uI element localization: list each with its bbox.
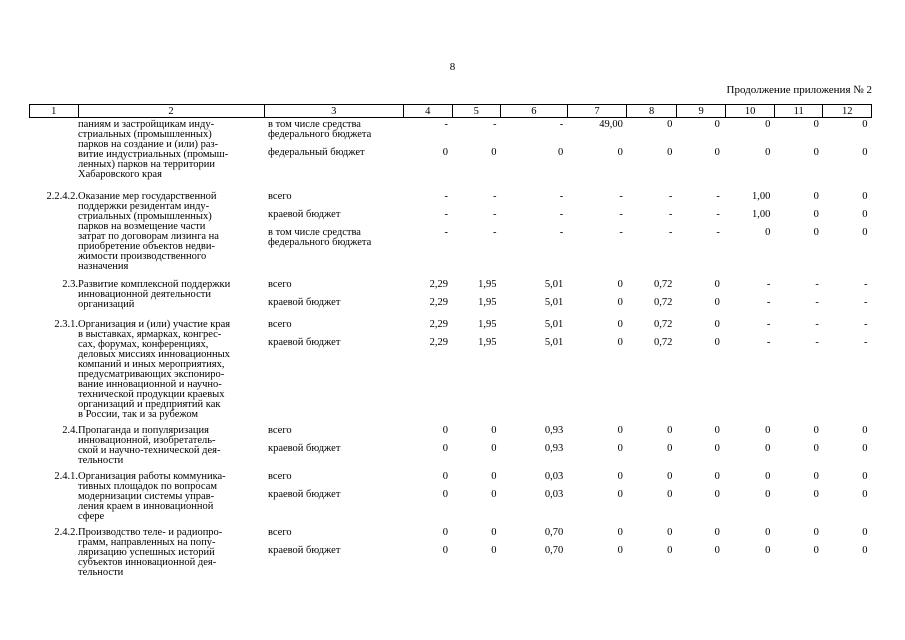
value: 0 [813, 443, 819, 454]
value: 0 [617, 147, 623, 158]
value: 0,03 [544, 489, 564, 500]
value: 0 [765, 147, 771, 158]
row-number: 2.4. [62, 425, 79, 436]
funding-source-cell [264, 316, 403, 420]
funding-source-cell [264, 272, 403, 316]
value: 0 [862, 545, 868, 556]
value: - [766, 279, 771, 290]
value: 0,72 [653, 279, 673, 290]
value-cell-col-11 [774, 180, 823, 272]
value: 5,01 [544, 297, 564, 308]
value: - [493, 209, 497, 220]
value: 2,29 [429, 297, 448, 308]
value-cell-col-4 [403, 466, 452, 522]
value: 0 [714, 147, 720, 158]
funding-source-cell [264, 180, 403, 272]
value: 0 [617, 527, 623, 538]
row-number: 2.4.2. [54, 527, 79, 538]
value-cell-col-4 [403, 420, 452, 466]
value: 1,95 [478, 319, 497, 330]
value: - [766, 337, 771, 348]
value-cell-col-6 [501, 272, 568, 316]
value-cell-col-9 [676, 522, 726, 578]
value-cell-col-7 [567, 522, 627, 578]
value: - [493, 119, 497, 130]
table-row [30, 180, 872, 272]
value-cell-col-10 [726, 118, 775, 181]
value-cell-col-6 [501, 522, 568, 578]
value-cell-col-11 [774, 272, 823, 316]
table-row [30, 272, 872, 316]
value-cell-col-6 [501, 420, 568, 466]
value: 0 [714, 297, 720, 308]
value: 0 [667, 425, 673, 436]
funding-source-cell [264, 522, 403, 578]
value: 1,00 [752, 191, 771, 202]
value: 0 [813, 527, 819, 538]
value: 2,29 [429, 279, 448, 290]
funding-source: в том числе средства федерального бюджета [268, 227, 372, 248]
funding-source-cell [264, 118, 403, 181]
funding-source: в том числе средства федерального бюджета [268, 119, 372, 140]
table-row [30, 316, 872, 420]
table-row [30, 522, 872, 578]
value-cell-col-6 [501, 180, 568, 272]
value-cell-col-10 [726, 522, 775, 578]
row-number: 2.4.1. [54, 471, 79, 482]
value: 0 [617, 297, 623, 308]
column-header: 8 [627, 105, 677, 118]
value-cell-col-5 [452, 420, 501, 466]
value-cell-col-10 [726, 420, 775, 466]
value: 0 [617, 471, 623, 482]
value: - [559, 119, 564, 130]
value-cell-col-8 [627, 420, 677, 466]
value: 0 [442, 471, 448, 482]
column-header: 7 [567, 105, 627, 118]
value: 49,00 [599, 119, 623, 130]
value-cell-col-4 [403, 522, 452, 578]
value: - [766, 319, 771, 330]
value-cell-col-9 [676, 316, 726, 420]
value: 0 [862, 227, 868, 238]
value: 0 [813, 489, 819, 500]
value: 0 [862, 209, 868, 220]
value-cell-col-4 [403, 316, 452, 420]
value: 0 [667, 471, 673, 482]
value: - [716, 209, 720, 220]
value: 0 [862, 489, 868, 500]
value: - [864, 319, 868, 330]
column-header: 4 [403, 105, 452, 118]
value-cell-col-9 [676, 420, 726, 466]
value: 0 [862, 443, 868, 454]
measure-name: Организация и (или) участие края в выставках, ярмарках, конгрес- сах, форумах, конференциях, деловых миссиях инновационных компаний и иных мероприятиях, предусматривающих экспониро- вание инновационной и научно- технической продукции краевых организаций и предприятий как в России, так и за рубежом [78, 319, 231, 420]
funding-source: всего [268, 527, 292, 538]
value: 0 [442, 545, 448, 556]
row-number [30, 118, 79, 181]
value: 2,29 [429, 337, 448, 348]
value: 0 [667, 147, 673, 158]
value: 0 [862, 471, 868, 482]
value: 0 [667, 443, 673, 454]
value-cell-col-12 [823, 420, 872, 466]
value: 0 [667, 119, 673, 130]
value-cell-col-6 [501, 118, 568, 181]
value: 0,93 [544, 425, 564, 436]
value: 0 [765, 527, 771, 538]
value: 0 [667, 489, 673, 500]
value: - [668, 209, 673, 220]
value-cell-col-7 [567, 118, 627, 181]
funding-source-cell [264, 466, 403, 522]
value: - [668, 191, 673, 202]
value: 0 [813, 545, 819, 556]
value-cell-col-8 [627, 466, 677, 522]
column-header: 11 [774, 105, 823, 118]
value: 0 [862, 527, 868, 538]
funding-source: всего [268, 279, 292, 290]
value: - [815, 337, 819, 348]
table-row [30, 118, 872, 181]
value: - [619, 227, 623, 238]
value-cell-col-10 [726, 180, 775, 272]
value: 0,72 [653, 319, 673, 330]
value-cell-col-6 [501, 316, 568, 420]
value: 0 [765, 425, 771, 436]
value-cell-col-7 [567, 180, 627, 272]
value: 0 [714, 527, 720, 538]
value: 0 [442, 147, 448, 158]
value-cell-col-11 [774, 522, 823, 578]
funding-source: всего [268, 319, 292, 330]
value: - [493, 227, 497, 238]
value: - [815, 279, 819, 290]
value-cell-col-11 [774, 420, 823, 466]
value-cell-col-9 [676, 118, 726, 181]
measure-name: паниям и застройщикам инду- стриальных (промышленных) парков на создание и (или) раз- витие индустриальных (промыш- ленных) парков на территории Хабаровского края [78, 119, 229, 180]
value: 0 [714, 425, 720, 436]
value: 0 [714, 337, 720, 348]
value: - [766, 297, 771, 308]
value: - [716, 227, 720, 238]
funding-source: краевой бюджет [268, 443, 341, 454]
value: 0 [765, 489, 771, 500]
value: 5,01 [544, 337, 564, 348]
value: - [619, 191, 623, 202]
value: 0 [813, 147, 819, 158]
value-cell-col-8 [627, 522, 677, 578]
value-cell-col-11 [774, 316, 823, 420]
value: 0 [765, 119, 771, 130]
value: 1,95 [478, 297, 497, 308]
value: 0 [813, 119, 819, 130]
value: 0 [667, 527, 673, 538]
value: 0 [714, 545, 720, 556]
funding-source: всего [268, 191, 292, 202]
value-cell-col-8 [627, 180, 677, 272]
value: - [716, 191, 720, 202]
value: 0 [714, 443, 720, 454]
value-cell-col-4 [403, 118, 452, 181]
value: 1,00 [752, 209, 771, 220]
value: - [815, 297, 819, 308]
value: - [559, 209, 564, 220]
value: 0 [491, 545, 497, 556]
value: 0 [862, 147, 868, 158]
value-cell-col-12 [823, 118, 872, 181]
value: 0 [765, 227, 771, 238]
funding-source: краевой бюджет [268, 545, 341, 556]
row-number: 2.3. [62, 279, 79, 290]
value-cell-col-9 [676, 272, 726, 316]
column-header: 1 [30, 105, 79, 118]
value: 0 [442, 443, 448, 454]
value: - [864, 337, 868, 348]
continuation-caption: Продолжение приложения № 2 [726, 84, 872, 96]
value-cell-col-4 [403, 272, 452, 316]
value-cell-col-12 [823, 316, 872, 420]
value: 2,29 [429, 319, 448, 330]
value: 0 [714, 319, 720, 330]
column-header: 3 [264, 105, 403, 118]
value: 0,93 [544, 443, 564, 454]
value: 0 [813, 227, 819, 238]
measure-name: Развитие комплексной поддержки инновационной деятельности организаций [78, 279, 231, 310]
value: 0 [617, 319, 623, 330]
funding-source: федеральный бюджет [268, 147, 365, 158]
value: 0 [491, 471, 497, 482]
value: - [619, 209, 623, 220]
funding-source: всего [268, 425, 292, 436]
value: 0 [491, 443, 497, 454]
measure-name: Организация работы коммуника- тивных площадок по вопросам модернизации системы управ- ления краем в инновационной сфере [78, 471, 226, 522]
value: 5,01 [544, 319, 564, 330]
value-cell-col-5 [452, 118, 501, 181]
table-row [30, 420, 872, 466]
value-cell-col-5 [452, 180, 501, 272]
column-header: 9 [676, 105, 726, 118]
value: - [493, 191, 497, 202]
value: - [444, 227, 448, 238]
value: 0 [491, 489, 497, 500]
value: 0 [442, 425, 448, 436]
value: 0 [714, 119, 720, 130]
value: 0 [714, 489, 720, 500]
value-cell-col-4 [403, 180, 452, 272]
value: 0 [442, 489, 448, 500]
value-cell-col-12 [823, 272, 872, 316]
value: 0,72 [653, 337, 673, 348]
value: - [444, 119, 448, 130]
value: 0 [813, 191, 819, 202]
value: 0 [862, 191, 868, 202]
column-header: 6 [501, 105, 568, 118]
value: 0,70 [544, 545, 564, 556]
value: 0 [667, 545, 673, 556]
funding-source: краевой бюджет [268, 209, 341, 220]
value: 0 [714, 279, 720, 290]
value-cell-col-12 [823, 522, 872, 578]
value: - [864, 279, 868, 290]
value: 0 [491, 425, 497, 436]
value: 0 [765, 443, 771, 454]
value-cell-col-5 [452, 522, 501, 578]
column-header-row [30, 105, 872, 118]
table-body [30, 118, 872, 579]
value: 0 [813, 471, 819, 482]
value-cell-col-9 [676, 180, 726, 272]
value-cell-col-11 [774, 466, 823, 522]
page-number: 8 [449, 61, 456, 73]
funding-table [29, 104, 872, 578]
row-number: 2.2.4.2. [46, 191, 79, 202]
measure-name: Пропаганда и популяризация инновационной, изобретатель- ской и научно-технической дея- тельности [78, 425, 221, 466]
value: 0 [491, 147, 497, 158]
value-cell-col-11 [774, 118, 823, 181]
column-header: 5 [452, 105, 501, 118]
value: 0 [617, 279, 623, 290]
value-cell-col-12 [823, 180, 872, 272]
column-header: 2 [78, 105, 264, 118]
value: 0 [617, 425, 623, 436]
funding-source-cell [264, 420, 403, 466]
value: - [668, 227, 673, 238]
column-header: 12 [823, 105, 872, 118]
value-cell-col-8 [627, 272, 677, 316]
measure-name: Производство теле- и радиопро- грамм, направленных на попу- ляризацию успешных историй субъектов инновационной дея- тельности [78, 527, 223, 578]
value-cell-col-10 [726, 466, 775, 522]
value: 0 [862, 119, 868, 130]
value: 0 [442, 527, 448, 538]
value: 0 [765, 471, 771, 482]
value: 0,70 [544, 527, 564, 538]
value: - [444, 191, 448, 202]
value-cell-col-8 [627, 118, 677, 181]
value: 0 [557, 147, 564, 158]
value-cell-col-5 [452, 466, 501, 522]
table-row [30, 466, 872, 522]
value: 0 [862, 425, 868, 436]
value: 0,72 [653, 297, 673, 308]
value: 0 [714, 471, 720, 482]
value: 5,01 [544, 279, 564, 290]
value: 0 [617, 545, 623, 556]
value: 0 [765, 545, 771, 556]
value: 0 [617, 443, 623, 454]
value: 0 [617, 337, 623, 348]
value: 1,95 [478, 337, 497, 348]
value: - [559, 191, 564, 202]
value-cell-col-7 [567, 420, 627, 466]
value-cell-col-7 [567, 466, 627, 522]
value-cell-col-5 [452, 272, 501, 316]
funding-source: краевой бюджет [268, 337, 341, 348]
funding-source: краевой бюджет [268, 489, 341, 500]
value: - [864, 297, 868, 308]
value: 0 [617, 489, 623, 500]
value-cell-col-7 [567, 272, 627, 316]
value: - [815, 319, 819, 330]
value-cell-col-10 [726, 272, 775, 316]
funding-source: краевой бюджет [268, 297, 341, 308]
value: 0,03 [544, 471, 564, 482]
value-cell-col-5 [452, 316, 501, 420]
column-header: 10 [726, 105, 775, 118]
funding-source: всего [268, 471, 292, 482]
value: 0 [491, 527, 497, 538]
value-cell-col-6 [501, 466, 568, 522]
measure-name: Оказание мер государственной поддержки резидентам инду- стриальных (промышленных) парков на возмещение части затрат по договорам лизинга на приобретение объектов недви- жимости производственного назначения [78, 191, 219, 272]
value: 0 [813, 425, 819, 436]
value-cell-col-9 [676, 466, 726, 522]
value-cell-col-8 [627, 316, 677, 420]
value: 0 [813, 209, 819, 220]
value: - [444, 209, 448, 220]
value-cell-col-7 [567, 316, 627, 420]
value: 1,95 [478, 279, 497, 290]
row-number: 2.3.1. [54, 319, 79, 330]
value: - [559, 227, 564, 238]
value-cell-col-10 [726, 316, 775, 420]
value-cell-col-12 [823, 466, 872, 522]
